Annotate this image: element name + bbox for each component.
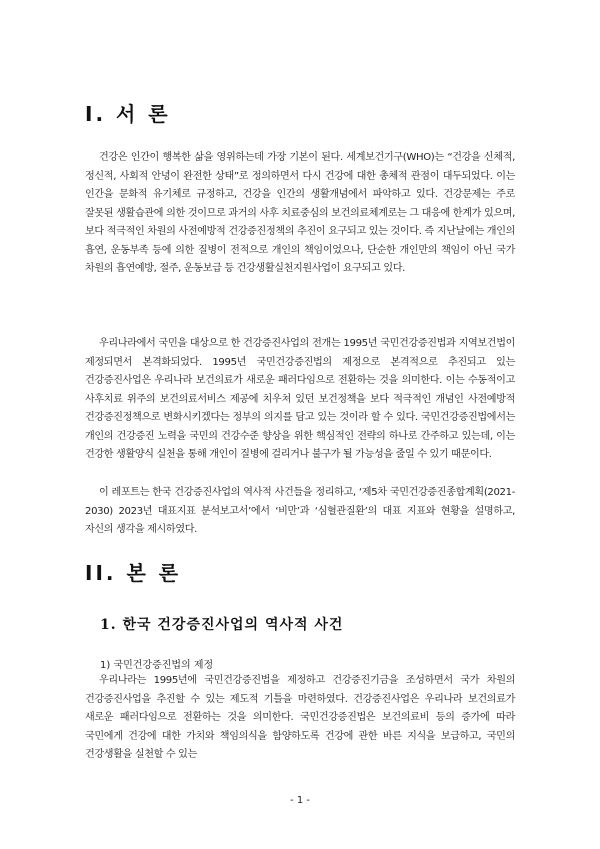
item-title: 1) 국민건강증진법의 제정 <box>100 660 214 671</box>
section-title-body: II. 본 론 <box>85 561 182 585</box>
page-number: - 1 - <box>290 795 310 806</box>
intro-paragraph-1: 건강은 인간이 행복한 삶을 영위하는데 가장 기본이 된다. 세계보건기구(WHO)는 “건강을 신체적, 정신적, 사회적 안녕이 완전한 상태”로 정의하면서 다시 건강에 대한 총체적 관점이 대두되었다. 이는 인간을 문화적 유기체로 규정하고, 건강을 인간의 생활개념에서 파악하고 있다. 건강문제는 주로 잘못된 생활습관에 의한 것이므로 과거의 사후 치료중심의 보건의료체계로는 그 대응에 한계가 있으며, 보다 적극적인 차원의 사전예방적 건강증진정책의 추진이 요구되고 있는 것이다. 즉 지난날에는 개인의 흡연, 운동부족 등에 의한 질병이 전적으로 개인의 책임이었으나, 단순한 개인만의 책임이 아닌 국가 차원의 흡연예방, 절주, 운동보급 등 건강생활실천지원사업이 요구되고 있다. <box>85 152 515 275</box>
body-paragraph-1: 우리나라는 1995년에 국민건강증진법을 제정하고 건강증진기금을 조성하면서 국가 차원의 건강증진사업을 추진할 수 있는 제도적 기틀을 마련하였다. 건강증진사업은 우리나라 보건의료가 새로운 패러다임으로 전환하는 것을 의미한다. 국민건강증진법은 보건의료비 등의 증가에 따라 국민에게 건강에 대한 가치와 책임의식을 함양하도록 건강에 관한 바른 지식을 보급하고, 국민의 건강생활을 실천할 수 있는 <box>85 675 515 761</box>
section-title-introduction: I. 서 론 <box>85 102 171 126</box>
subsection-title: 1. 한국 건강증진사업의 역사적 사건 <box>100 617 344 633</box>
intro-paragraph-2: 우리나라에서 국민을 대상으로 한 건강증진사업의 전개는 1995년 국민건강증진법과 지역보건법이 제정되면서 본격화되었다. 1995년 국민건강증진법의 제정으로 본격적으로 추진되고 있는 건강증진사업은 우리나라 보건의료가 새로운 패러다임으로 전환하는 것을 의미한다. 이는 수동적이고 사후치료 위주의 보건의료서비스 제공에 치우쳐 있던 보건정책을 보다 적극적인 개념인 사전예방적 건강증진정책으로 변화시키겠다는 정부의 의지를 담고 있는 것이라 할 수 있다. 국민건강증진법에서는 개인의 건강증진 노력을 국민의 건강수준 향상을 위한 핵심적인 전략의 하나로 간주하고 있는데, 이는 건강한 생활양식 실천을 통해 개인이 질병에 걸리거나 불구가 될 가능성을 줄일 수 있기 때문이다. <box>85 338 515 461</box>
intro-paragraph-3: 이 레포트는 한국 건강증진사업의 역사적 사건들을 정리하고, ‘제5차 국민건강증진종합계획(2021-2030) 2023년 대표지표 분석보고서’에서 ‘비만’과 ‘심혈관질환’의 대표 지표와 현황을 설명하고, 자신의 생각을 제시하였다. <box>85 487 515 536</box>
